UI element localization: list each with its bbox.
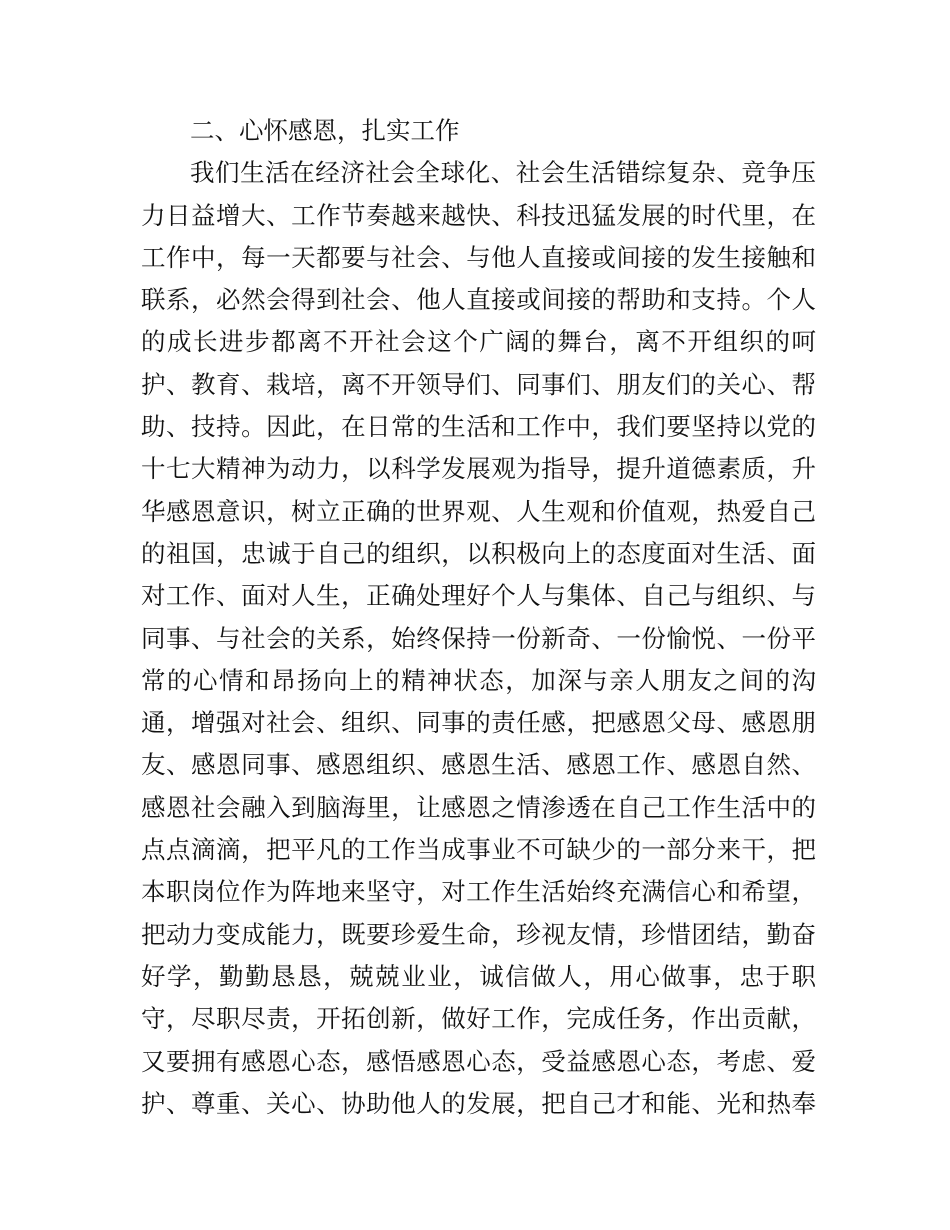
paragraph-line: 护、教育、栽培，离不开领导们、同事们、朋友们的关心、帮 — [141, 369, 816, 399]
section-heading: 二、心怀感恩，扎实工作 — [190, 116, 460, 145]
paragraph-line: 感恩社会融入到脑海里，让感恩之情渗透在自己工作生活中的 — [141, 792, 816, 822]
paragraph-line: 我们生活在经济社会全球化、社会生活错综复杂、竞争压 — [190, 158, 816, 188]
paragraph-line: 工作中，每一天都要与社会、与他人直接或间接的发生接触和 — [141, 242, 816, 272]
paragraph-line: 助、技持。因此，在日常的生活和工作中，我们要坚持以党的 — [141, 412, 816, 442]
paragraph-line: 又要拥有感恩心态，感悟感恩心态，受益感恩心态，考虑、爱 — [141, 1046, 816, 1076]
paragraph-line: 的成长进步都离不开社会这个广阔的舞台，离不开组织的呵 — [141, 327, 816, 357]
paragraph-line: 守，尽职尽责，开拓创新，做好工作，完成任务，作出贡献， — [141, 1004, 816, 1034]
paragraph-line: 十七大精神为动力，以科学发展观为指导，提升道德素质，升 — [141, 454, 816, 484]
paragraph-line: 好学，勤勤恳恳，兢兢业业，诚信做人，用心做事，忠于职 — [141, 961, 816, 991]
paragraph-line: 同事、与社会的关系，始终保持一份新奇、一份愉悦、一份平 — [141, 623, 816, 653]
paragraph-line: 力日益增大、工作节奏越来越快、科技迅猛发展的时代里，在 — [141, 200, 816, 230]
paragraph-line: 对工作、面对人生，正确处理好个人与集体、自己与组织、与 — [141, 581, 816, 611]
paragraph-line: 常的心情和昂扬向上的精神状态，加深与亲人朋友之间的沟 — [141, 665, 816, 695]
paragraph-line: 把动力变成能力，既要珍爱生命，珍视友情，珍惜团结，勤奋 — [141, 919, 816, 949]
paragraph-line: 华感恩意识，树立正确的世界观、人生观和价值观，热爱自己 — [141, 496, 816, 526]
paragraph-line: 联系，必然会得到社会、他人直接或间接的帮助和支持。个人 — [141, 285, 816, 315]
paragraph-line: 友、感恩同事、感恩组织、感恩生活、感恩工作、感恩自然、 — [141, 750, 816, 780]
paragraph-line: 本职岗位作为阵地来坚守，对工作生活始终充满信心和希望， — [141, 877, 816, 907]
paragraph-line: 通，增强对社会、组织、同事的责任感，把感恩父母、感恩朋 — [141, 708, 816, 738]
paragraph-line: 护、尊重、关心、协助他人的发展，把自己才和能、光和热奉 — [141, 1088, 816, 1118]
paragraph-line: 点点滴滴，把平凡的工作当成事业不可缺少的一部分来干，把 — [141, 835, 816, 865]
paragraph-line: 的祖国，忠诚于自己的组织，以积极向上的态度面对生活、面 — [141, 538, 816, 568]
body-text — [141, 110, 816, 1125]
